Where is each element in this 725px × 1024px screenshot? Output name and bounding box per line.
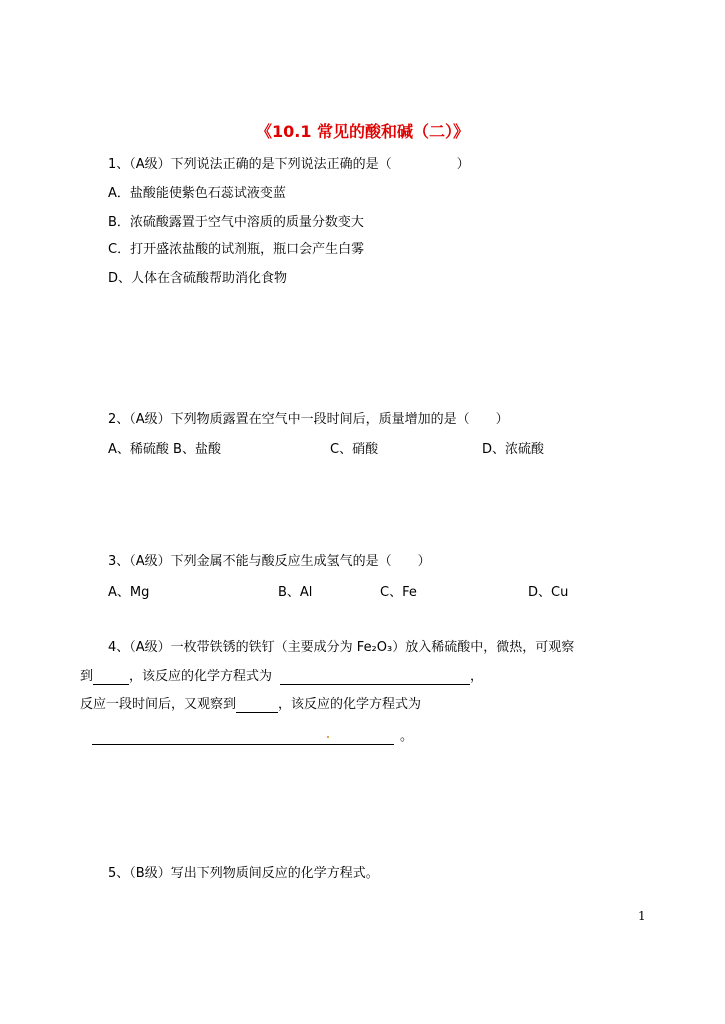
q4-line2-start: 到 [80, 669, 94, 684]
q2-option-d: D、浓硫酸 [482, 442, 545, 457]
q4-line1: 4、（A级）一枚带铁锈的铁钉（主要成分为 Fe₂O₃）放入稀硫酸中，微热，可观察 [108, 640, 575, 655]
q4-line3 [80, 697, 421, 713]
answer-blank-equation-1[interactable] [280, 670, 470, 685]
q1-stem: 1、（A级）下列说法正确的是下列说法正确的是（ ） [108, 157, 470, 172]
stray-mark [327, 736, 329, 738]
q2-stem: 2、（A级）下列物质露置在空气中一段时间后，质量增加的是（ ） [108, 412, 509, 427]
q4-line3-start: 反应一段时间后，又观察到 [80, 697, 237, 712]
q1-option-a: A．盐酸能使紫色石蕊试液变蓝 [108, 186, 286, 201]
q2-option-ab: A、稀硫酸 B、盐酸 [108, 442, 221, 457]
q1-option-d: D、人体在含硫酸帮助消化食物 [108, 271, 288, 286]
answer-blank-equation-2[interactable] [92, 730, 394, 745]
q3-option-d: D、Cu [528, 585, 569, 600]
q1-option-b: B．浓硫酸露置于空气中溶质的质量分数变大 [108, 215, 364, 230]
q1-option-c: C．打开盛浓盐酸的试剂瓶，瓶口会产生白雾 [108, 242, 365, 257]
q4-line4 [92, 729, 413, 745]
q3-option-a: A、Mg [108, 585, 150, 600]
q4-line3-end: ，该反应的化学方程式为 [278, 697, 422, 712]
page-number: 1 [638, 909, 646, 923]
q3-option-b: B、Al [278, 585, 313, 600]
answer-blank-observation-2[interactable] [236, 698, 278, 713]
q5-stem: 5、（B级）写出下列物质间反应的化学方程式。 [108, 866, 379, 881]
answer-blank-observation-1[interactable] [93, 670, 129, 685]
q3-option-c: C、Fe [380, 585, 417, 600]
q4-line2-end: ， [470, 669, 484, 684]
q3-stem: 3、（A级）下列金属不能与酸反应生成氢气的是（ ） [108, 554, 431, 569]
q4-line2 [80, 669, 483, 685]
page-title: 《10.1 常见的酸和碱（二）》 [255, 122, 470, 141]
q4-line2-middle: ，该反应的化学方程式为 [129, 669, 273, 684]
q4-line4-end: 。 [400, 729, 414, 744]
q2-option-c: C、硝酸 [330, 442, 379, 457]
